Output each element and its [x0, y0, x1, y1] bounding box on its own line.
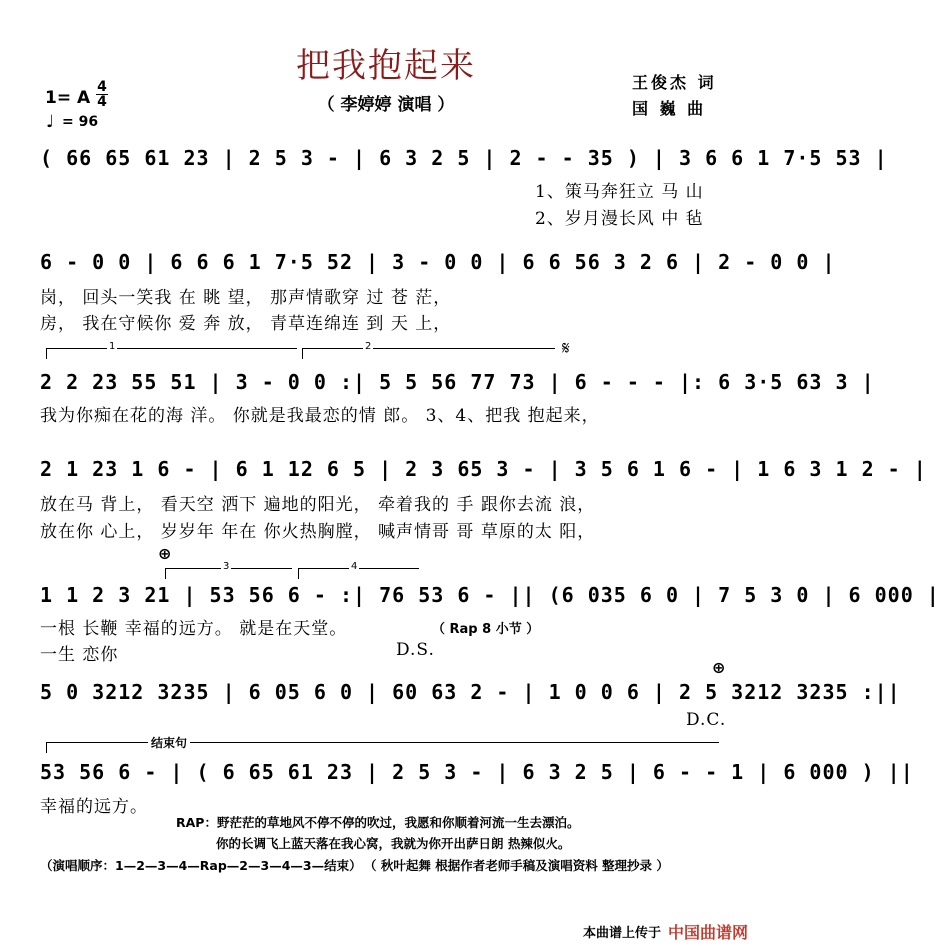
volta-bracket-2 — [302, 341, 555, 359]
rap-line-2: 你的长调飞上蓝天落在我心窝，我就为你开出萨日朗 热辣似火。 — [216, 836, 571, 851]
ds-marking: D.S. — [396, 640, 435, 660]
volta-bracket-3 — [165, 561, 292, 579]
volta-2-label: 2 — [365, 341, 372, 352]
lyric-row-5-verse-1: 一根 长鞭 幸福的远方。 就是在天堂。 — [40, 619, 348, 639]
site-logo: 中国曲谱网 — [668, 923, 749, 942]
lyric-row-7: 幸福的远方。 — [40, 797, 148, 817]
score-row-7: 53 56 6 - | ( 6 65 61 23 | 2 5 3 - | 6 3 2 5 | 6 - - 1 | 6 000 ) || — [40, 760, 914, 784]
lyric-row-1-verse-2: 2、岁月漫长风 中 毡 — [535, 209, 704, 229]
ending-label: 结束句 — [148, 734, 190, 751]
rap-line-1: RAP：野茫茫的草地风不停不停的吹过，我愿和你顺着河流一生去漂泊。 — [176, 815, 580, 830]
song-title: 把我抱起来 — [296, 46, 476, 86]
time-signature — [96, 80, 108, 109]
lyric-row-4-verse-1: 放在马 背上， 看天空 洒下 遍地的阳光， 牵着我的 手 跟你去流 浪， — [40, 495, 596, 515]
coda-icon-2: ⊕ — [712, 658, 726, 677]
score-row-6: 5 0 3212 3235 | 6 05 6 0 | 60 63 2 - | 1 0 0 6 | 2 5 3212 3235 :|| — [40, 680, 901, 704]
volta-bracket-1 — [46, 341, 297, 359]
coda-icon: ⊕ — [158, 544, 172, 563]
volta-1-label: 1 — [109, 341, 116, 352]
key-signature: 1= A — [45, 88, 91, 108]
segno-icon: 𝄋 — [562, 338, 570, 359]
singer-credit: （ 李婷婷 演唱 ） — [317, 95, 455, 115]
volta-4-label: 4 — [351, 561, 358, 572]
lyric-row-4-verse-2: 放在你 心上， 岁岁年 年在 你火热胸膛， 喊声情哥 哥 草原的太 阳， — [40, 522, 596, 542]
lyricist-credit: 王俊杰 词 — [632, 73, 717, 92]
time-signature-top: 4 — [97, 79, 107, 95]
score-row-1: ( 66 65 61 23 | 2 5 3 - | 6 3 2 5 | 2 - - 35 ) | 3 6 6 1 7·5 53 | — [40, 146, 888, 170]
lyric-row-3: 我为你痴在花的海 洋。 你就是我最恋的情 郎。 3、4、把我 抱起来， — [40, 406, 600, 426]
upload-note: 本曲谱上传于 — [583, 926, 662, 941]
tempo-marking: = 96 — [62, 114, 99, 130]
rap-bars-note: （ Rap 8 小节 ） — [432, 622, 540, 637]
lyric-row-1-verse-1: 1、策马奔狂立 马 山 — [535, 182, 704, 202]
volta-bracket-4 — [298, 561, 419, 579]
lyric-row-5-verse-2: 一生 恋你 — [40, 645, 119, 665]
composer-credit: 国 巍 曲 — [632, 99, 707, 118]
score-row-3: 2 2 23 55 51 | 3 - 0 0 :| 5 5 56 77 73 | 6 - - - |: 6 3·5 63 3 | — [40, 370, 875, 394]
score-row-4: 2 1 23 1 6 - | 6 1 12 6 5 | 2 3 65 3 - | 3 5 6 1 6 - | 1 6 3 1 2 - | — [40, 457, 927, 481]
volta-3-label: 3 — [223, 561, 230, 572]
lyric-row-2-verse-2: 房， 我在守候你 爱 奔 放， 青草连绵连 到 天 上， — [40, 314, 452, 334]
score-row-5: 1 1 2 3 21 | 53 56 6 - :| 76 53 6 - || (6 035 6 0 | 7 5 3 0 | 6 000 | — [40, 583, 940, 607]
tempo-note-icon: ♩ — [46, 112, 55, 132]
transcription-source: （ 秋叶起舞 根据作者老师手稿及演唱资料 整理抄录 ） — [364, 858, 669, 873]
dc-marking: D.C. — [686, 710, 727, 730]
performance-order: （演唱顺序：1—2—3—4—Rap—2—3—4—3—结束） — [40, 858, 362, 873]
score-row-2: 6 - 0 0 | 6 6 6 1 7·5 52 | 3 - 0 0 | 6 6 56 3 2 6 | 2 - 0 0 | — [40, 250, 836, 274]
ending-bracket — [46, 742, 719, 753]
lyric-row-2-verse-1: 岗， 回头一笑我 在 眺 望， 那声情歌穿 过 苍 茫， — [40, 288, 452, 308]
time-signature-bottom: 4 — [97, 94, 107, 110]
